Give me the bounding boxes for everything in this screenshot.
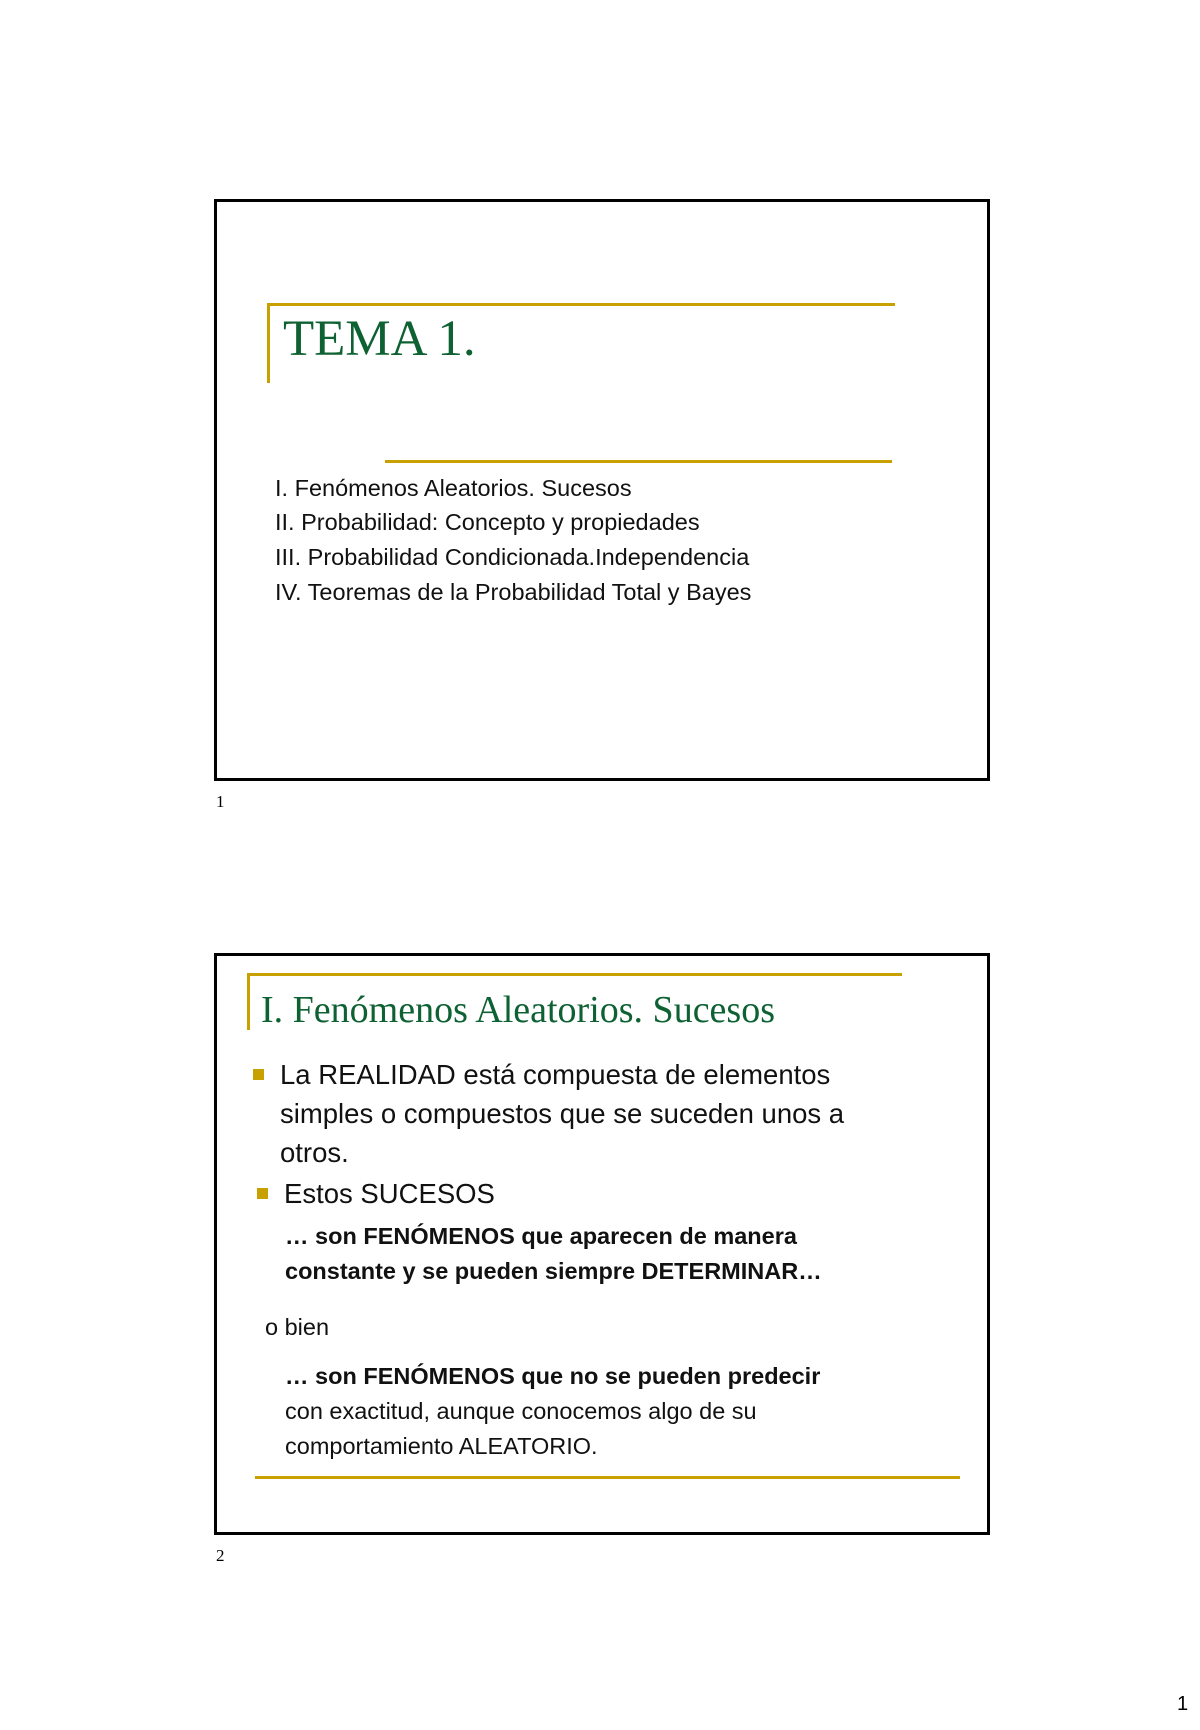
toc-item-2: II. Probabilidad: Concepto y propiedades [275,509,700,535]
toc-item-1: I. Fenómenos Aleatorios. Sucesos [275,475,632,501]
title-left-rule [267,303,270,383]
bottom-rule [255,1476,960,1479]
bullet-2-text: Estos SUCESOS [284,1178,495,1209]
bullet-1 [253,1055,913,1172]
slide-2 [214,953,990,1535]
title-top-rule [267,303,895,306]
title-left-rule [247,973,250,1030]
detail-random-rest: con exactitud, aunque conocemos algo de su comportamiento ALEATORIO. [285,1398,757,1459]
subtitle-rule [385,460,892,463]
toc-item-4: IV. Teoremas de la Probabilidad Total y Bayes [275,579,752,605]
bullet-2 [257,1174,495,1213]
detail-random-lead: … son FENÓMENOS que no se pueden predecir [285,1363,821,1389]
slide-number-2: 2 [216,1546,225,1565]
title-top-rule [247,973,902,976]
slide-number-1: 1 [216,792,225,811]
page-number: 1 [1177,1693,1189,1715]
square-bullet-icon [253,1069,264,1080]
slide-1 [214,199,990,781]
bullet-1-text: La REALIDAD está compuesta de elementos simples o compuestos que se suceden unos a otros. [280,1059,845,1168]
connector-text: o bien [265,1314,330,1340]
slide-title: I. Fenómenos Aleatorios. Sucesos [261,989,776,1031]
toc-item-3: III. Probabilidad Condicionada.Independencia [275,544,750,570]
square-bullet-icon [257,1188,268,1199]
slide-title: TEMA 1. [283,311,476,367]
detail-determinate: … son FENÓMENOS que aparecen de manera constante y se pueden siempre DETERMINAR… [285,1223,822,1284]
